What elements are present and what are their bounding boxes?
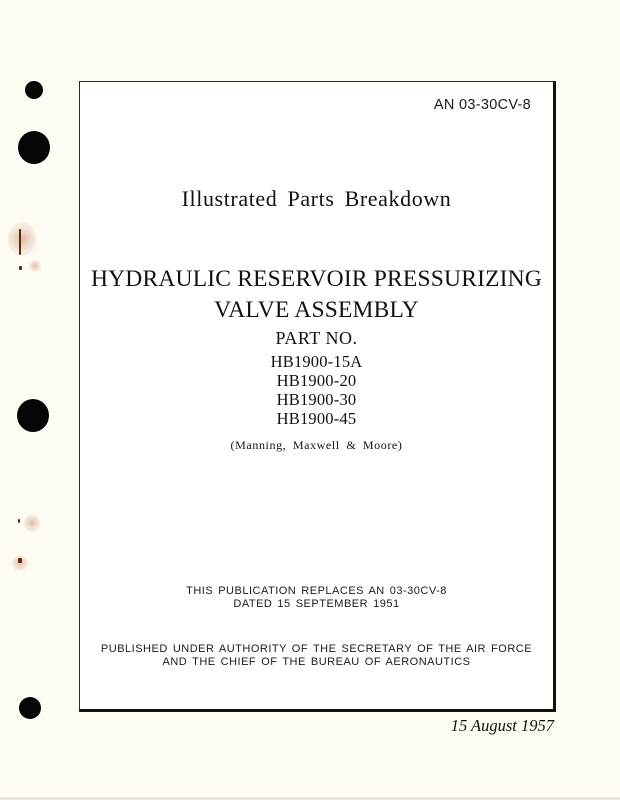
authority-line-1: PUBLISHED UNDER AUTHORITY OF THE SECRETARY OF THE AIR FORCE xyxy=(100,643,533,655)
document-title xyxy=(80,264,553,326)
part-number-item: HB1900-45 xyxy=(276,409,357,428)
part-number-item: HB1900-20 xyxy=(276,371,357,390)
supersession-line-2: DATED 15 SEPTEMBER 1951 xyxy=(233,598,400,610)
binder-hole-top-small xyxy=(25,81,43,99)
authority-notice xyxy=(80,643,553,669)
part-number-list xyxy=(80,352,553,428)
title-line-1: HYDRAULIC RESERVOIR PRESSURIZING xyxy=(90,266,543,292)
staple-mark-lower xyxy=(18,519,20,523)
rust-stain-upper-small xyxy=(29,260,41,272)
binder-hole-middle xyxy=(17,399,49,432)
binder-hole-top-large xyxy=(18,131,50,164)
document-number: AN 03-30CV-8 xyxy=(433,97,531,113)
title-line-2: VALVE ASSEMBLY xyxy=(214,297,419,323)
supersession-notice xyxy=(80,585,553,611)
part-number-item: HB1900-30 xyxy=(276,390,357,409)
part-number-label: PART NO. xyxy=(275,328,358,348)
manufacturer-name: (Manning, Maxwell & Moore) xyxy=(230,438,403,452)
staple-mark-upper xyxy=(19,229,21,255)
rust-stain-upper xyxy=(8,222,36,256)
staple-mark-lower-dot xyxy=(18,558,22,563)
binder-hole-bottom xyxy=(19,697,41,719)
supersession-line-1: THIS PUBLICATION REPLACES AN 03-30CV-8 xyxy=(186,585,447,597)
authority-line-2: AND THE CHIEF OF THE BUREAU OF AERONAUTICS xyxy=(162,656,471,668)
document-subtitle: Illustrated Parts Breakdown xyxy=(181,186,452,211)
issue-date: 15 August 1957 xyxy=(450,716,554,735)
rust-stain-lower xyxy=(24,514,40,532)
part-number-item: HB1900-15A xyxy=(270,352,363,371)
cover-frame xyxy=(79,81,556,712)
staple-mark-upper-dot xyxy=(19,266,22,270)
